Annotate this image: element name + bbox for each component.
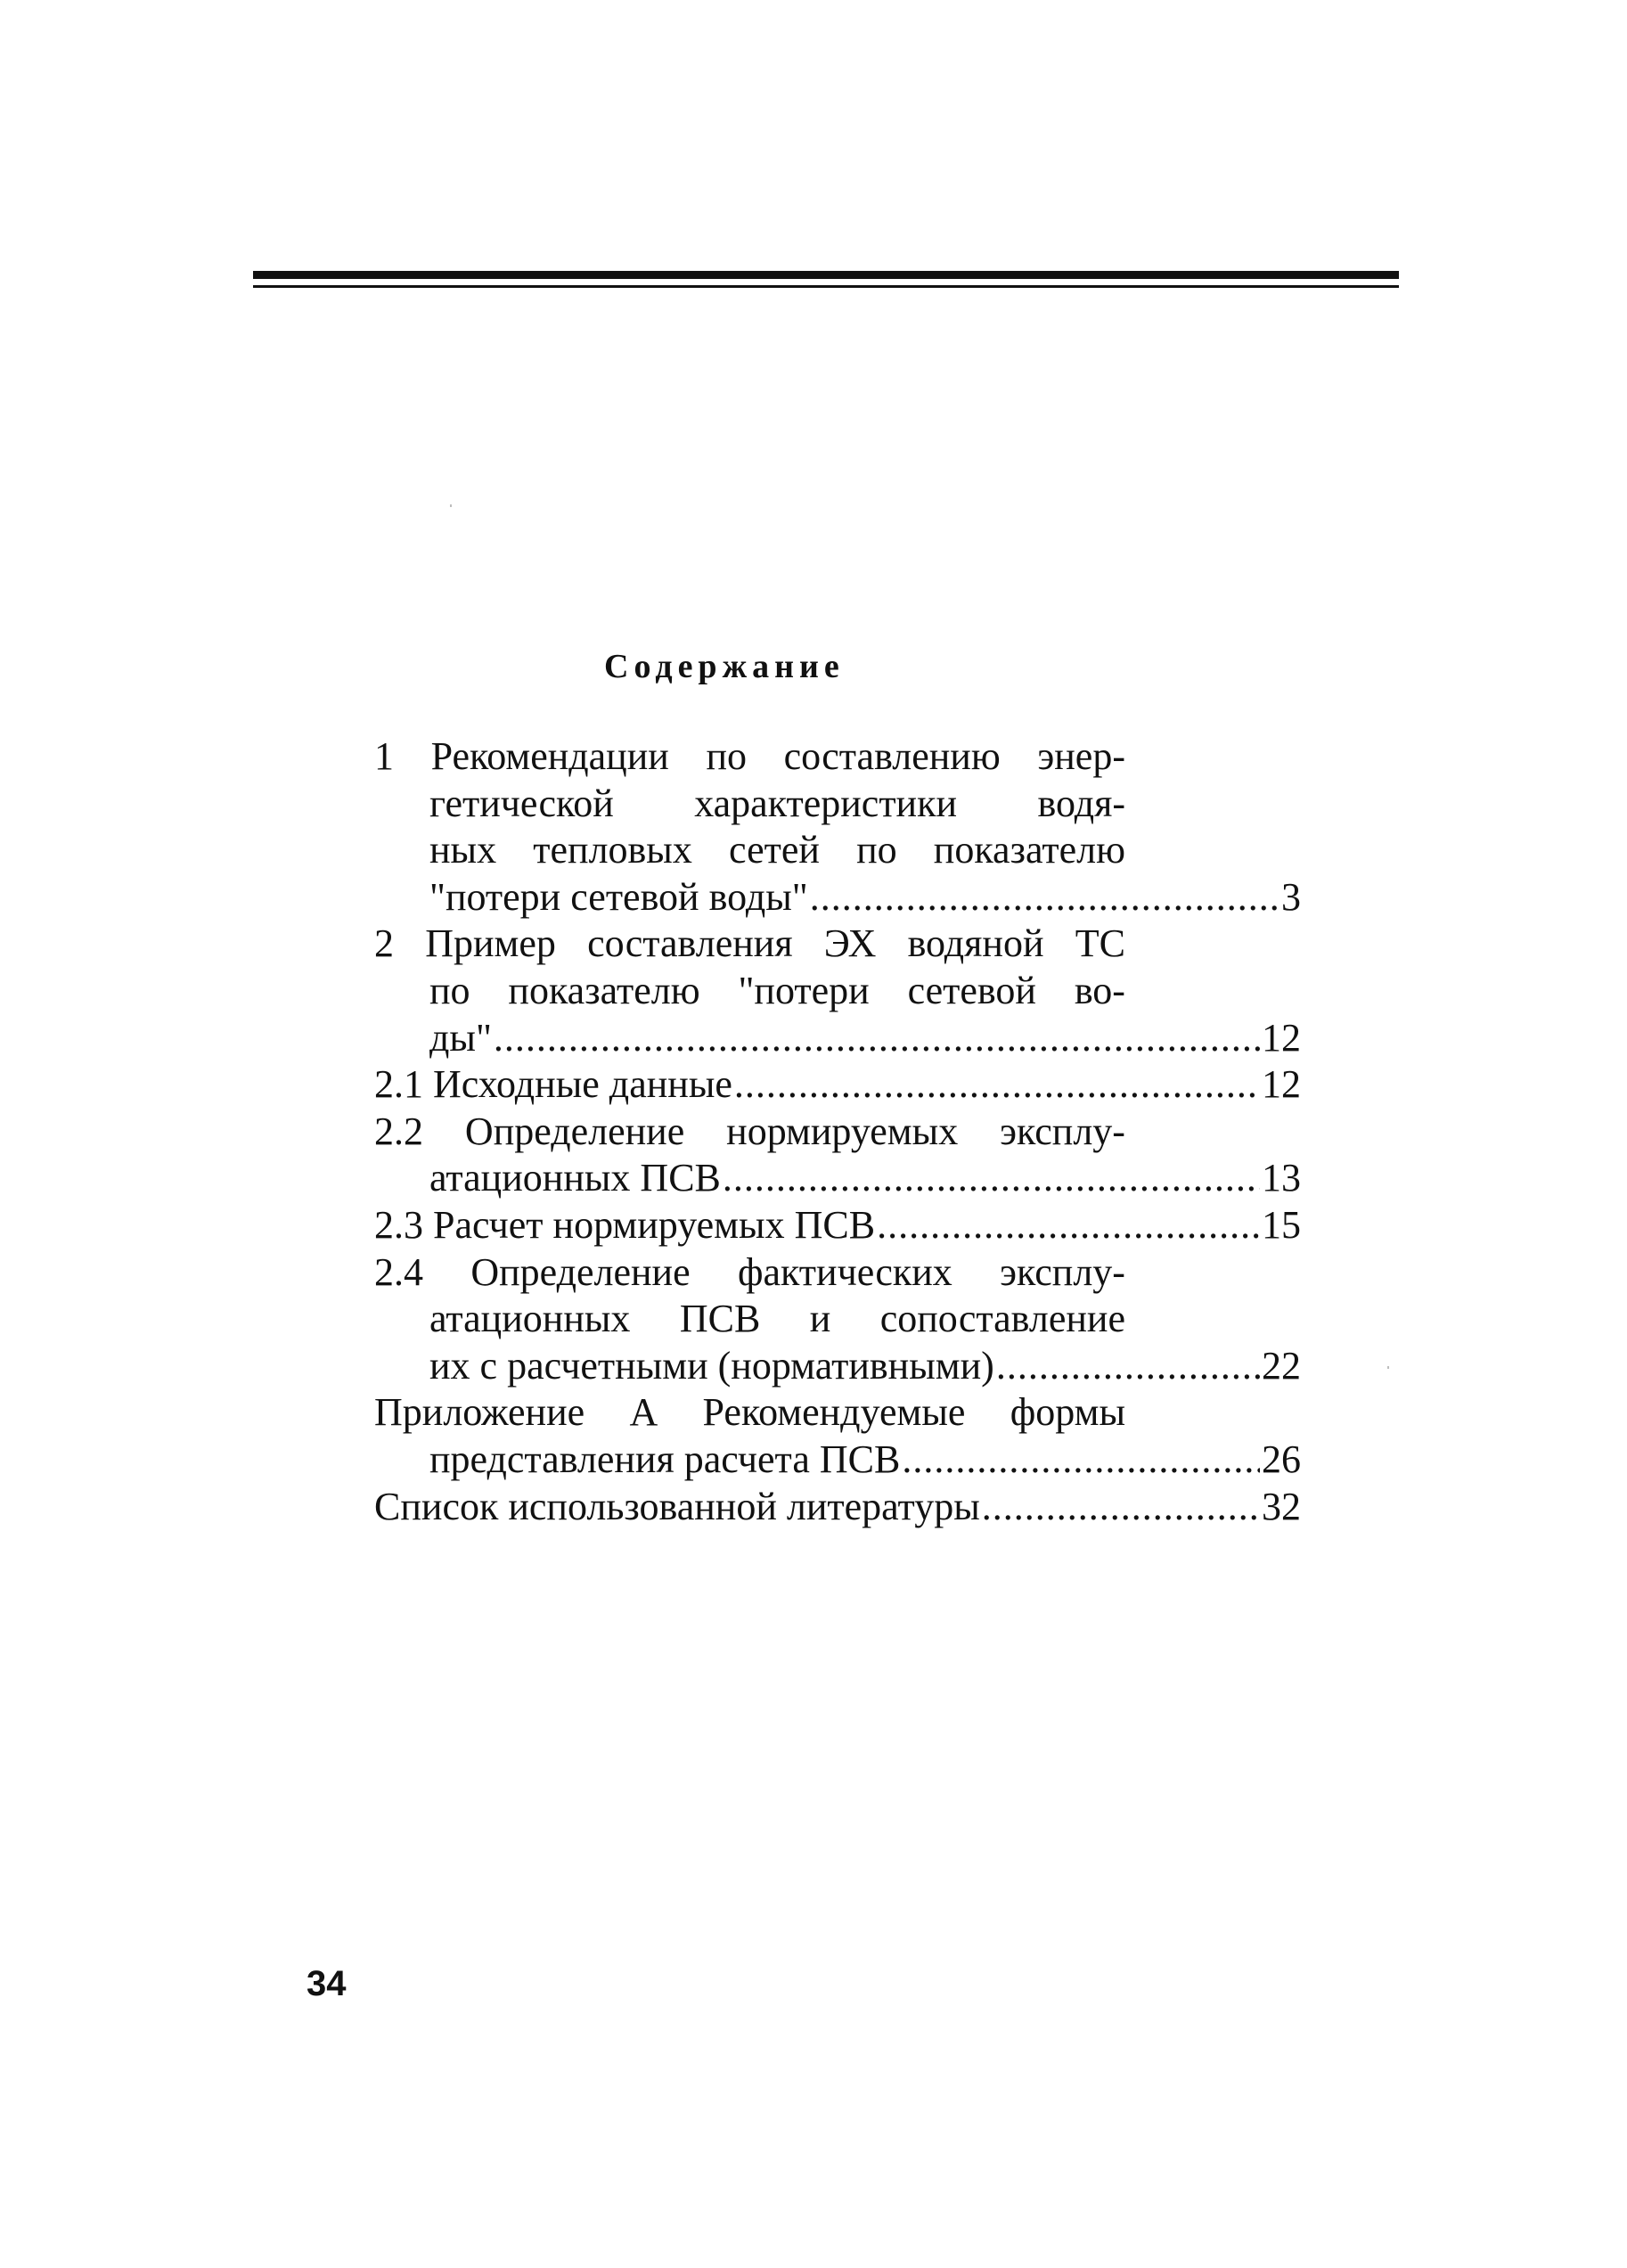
toc-word: Определение [470,1249,691,1294]
toc-entry-title: Список использованной литературы [374,1484,980,1528]
toc-entry [374,1109,1301,1202]
toc-entry [374,733,1301,921]
toc-entry-line [374,1296,1125,1343]
toc-entry-line [374,1109,1125,1156]
toc-page-number: 15 [1262,1202,1301,1247]
toc-page-number: 32 [1262,1484,1301,1528]
toc-word: Пример [425,921,556,966]
toc-entry-title: атационных ПСВ [429,1156,721,1200]
dot-leader [723,1155,1260,1202]
toc-entry [374,1249,1301,1390]
toc-word: показателю [508,968,700,1012]
toc-word: Рекомендуемые [702,1390,966,1435]
table-of-contents [374,733,1301,1530]
toc-entry [374,1484,1301,1531]
toc-entry [374,1389,1301,1483]
toc-word: сопоставление [879,1297,1125,1341]
toc-entry [374,921,1301,1061]
toc-word: составлению [783,734,1001,778]
toc-entry [374,1061,1301,1109]
toc-word: показателю [933,828,1125,872]
toc-heading: Содержание [604,648,845,685]
dot-leader [494,1015,1260,1062]
toc-word: фактических [737,1249,952,1294]
toc-entry-last-line [374,1015,1301,1062]
toc-word: формы [1010,1390,1125,1435]
toc-entry-line [374,781,1125,828]
toc-word: ТС [1075,921,1125,966]
toc-word: характеристики [694,781,958,825]
toc-word: по [706,734,747,778]
toc-entry-line [374,1249,1125,1297]
page-number: 34 [307,1964,347,2003]
toc-word: ПСВ [679,1297,761,1341]
toc-entry-line [374,733,1125,781]
dot-leader [982,1484,1260,1531]
toc-entry-line [374,921,1125,968]
toc-entry-last-line [374,1343,1301,1390]
toc-word: ных [429,828,497,872]
toc-word: составления [587,921,793,966]
toc-entry-last-line [374,1437,1301,1484]
toc-word: энер- [1037,734,1125,778]
toc-word: атационных [429,1297,631,1341]
toc-word: Приложение [374,1390,585,1435]
toc-word: гетической [429,781,614,825]
toc-word: "потери [738,968,870,1012]
toc-word: Определение [464,1109,685,1153]
toc-page-number: 22 [1262,1343,1301,1388]
toc-word: Рекомендации [430,734,669,778]
toc-word: водяной [907,921,1044,966]
toc-word: по [429,968,470,1012]
dot-leader [734,1061,1260,1109]
toc-entry-line [374,968,1125,1015]
toc-word: эксплу- [1000,1249,1125,1294]
toc-page-number: 13 [1262,1156,1301,1200]
scan-speck [1387,1366,1389,1369]
toc-entry-title: "потери сетевой воды" [429,874,808,919]
toc-page-number: 12 [1262,1015,1301,1060]
toc-entry-title: 2.3 Расчет нормируемых ПСВ [374,1202,876,1247]
dot-leader [902,1437,1260,1484]
toc-word: во- [1074,968,1125,1012]
toc-word: 2.2 [374,1109,423,1153]
scan-speck [450,504,452,507]
toc-word: сетей [729,828,820,872]
header-rule-thick [253,271,1399,279]
header-rule-thin [253,285,1399,288]
toc-entry-last-line [374,1155,1301,1202]
toc-word: по [856,828,897,872]
toc-entry-last-line [374,1202,1301,1249]
dot-leader [996,1343,1260,1390]
toc-word: сетевой [907,968,1036,1012]
toc-word: А [629,1390,658,1435]
toc-word: 1 [374,734,394,778]
toc-word: водя- [1037,781,1125,825]
toc-entry-title: их с расчетными (нормативными) [429,1343,994,1388]
toc-page-number: 12 [1262,1062,1301,1107]
toc-entry-line [374,1389,1125,1437]
toc-page-number: 3 [1281,874,1301,919]
toc-entry-title: ды" [429,1015,492,1060]
toc-word: и [809,1297,831,1341]
toc-word: 2.4 [374,1249,423,1294]
toc-entry-last-line [374,1484,1301,1531]
toc-word: тепловых [533,828,692,872]
toc-entry-line [374,827,1125,874]
dot-leader [877,1202,1260,1249]
toc-entry-last-line [374,1061,1301,1109]
toc-entry-title: представления расчета ПСВ [429,1437,901,1481]
toc-word: эксплу- [1000,1109,1125,1153]
dot-leader [810,874,1280,921]
toc-entry [374,1202,1301,1249]
toc-word: ЭХ [823,921,877,966]
toc-entry-last-line [374,874,1301,921]
toc-word: 2 [374,921,394,966]
toc-page-number: 26 [1262,1437,1301,1481]
toc-entry-title: 2.1 Исходные данные [374,1062,732,1107]
toc-word: нормируемых [726,1109,959,1153]
